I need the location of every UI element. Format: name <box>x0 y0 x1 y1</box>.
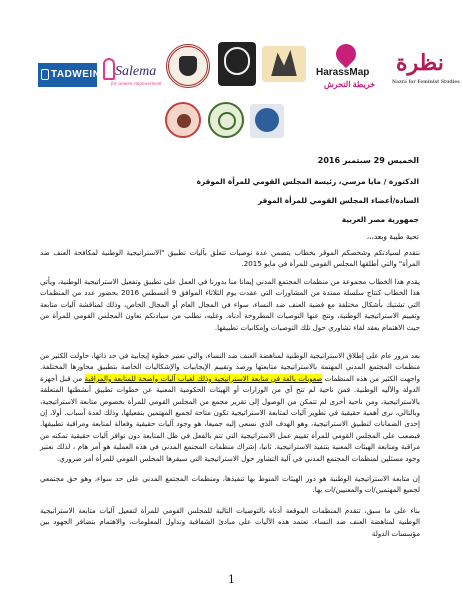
letter-country: جمهورية مصر العربية <box>341 215 419 224</box>
organization-emblem-4 <box>165 102 201 138</box>
organization-emblem-6 <box>250 104 284 138</box>
organization-emblem-3 <box>262 46 306 82</box>
paragraph-monitoring-part-1: بعد مرور عام على إطلاق الاستراتيجية الوطنية لمناهضة العنف ضد النساء، والتي تعتبر خطوة إيجابية في حد ذاتها، حاولت الكثير من منظمات المجتمع المدني المهتمة بالاستراتيجية متابعتها ورصد وتقييم الإيجابيات والإشكاليات الخاصة بتطبيق محاورها المختلفة. واجهت الكثير من هذه المنظمات <box>40 351 420 383</box>
organization-emblem-2 <box>218 42 256 86</box>
emblem-2-icon <box>224 47 250 75</box>
nazra-logo-text: نظرة <box>396 50 444 76</box>
tadwein-mark-icon <box>41 69 49 80</box>
harassmap-logo-text: HarassMap <box>316 67 370 78</box>
letter-recipient: الدكتورة / مايا مرسي، رئيسة المجلس القومي للمرأة الموقرة <box>196 177 419 186</box>
paragraph-monitoring <box>40 350 420 464</box>
paragraph-intro: نتقدم لسيادتكم وشخصكم الموقر بخطاب يتضمن عدة توصيات تتعلق بآليات تطبيق "الاستراتيجية الوطنية لمكافحة العنف ضد المرأة" والتي أطلقها المجلس القومي للمرأة في مايو 2015. <box>40 248 420 269</box>
emblem-4-icon <box>177 114 191 128</box>
letter-members: السادة/أعضاء المجلس القومي للمرأة الموقر <box>257 196 419 205</box>
partner-logos <box>38 16 460 138</box>
salema-logo <box>101 54 162 94</box>
harassmap-logo-arabic: خريطة التحرش <box>324 80 376 89</box>
tadwein-logo <box>38 63 101 87</box>
nazra-logo-subtitle: Nazra for Feminist Studies <box>392 80 460 85</box>
nazra-logo <box>388 46 460 94</box>
organization-emblem-1 <box>166 44 210 88</box>
page-number: 1 <box>228 573 235 586</box>
harassmap-logo <box>312 42 382 94</box>
paragraph-monitoring-part-2: من قبل أجهزة الدولة والآليه الوطنية. فمن ناحية لم تتح أي من الوزارات أو الهيئات الحكومية المعنية عن خطوات تطبيق أنشطتها المتعلقة بالاستراتيجية، ومن ناحية أخرى لم تتمكن من الوصول إلى تقرير مجمع من المجلس القومي للمرأة بخصوص متابعة الاستراتيجية، وبالتالي، نرى أهمية حقيقية في تطوير آليات لمتابعة الاستراتيجية تكون متاحة لجميع المهتمين بتفعيلها، وذلك لعدة أسباب. أولا، إن إحدى الضمانات لتطبيق الاستراتيجية، وهو الهدف الذي نسعى إليه جميعا، هو وجود آليات حقيقية وفعالة لمتابعة ومراقبة تطبيقها. فيصعب على المجلس القومي للمرأة تقييم عمل الاستراتيجية التي تتم بالفعل في ظل المتابعة دون توافر آليات حقيقية تمكنه من مراقبة ومتابعة الهيئات المعنية بتنفيذ الاستراتيجية. ثانيا، إشراك منظمات المجتمع المدني في هذه العملية هو أمر هام ، لذلك نعتبر وجود مسئلين لمنظمات المجتمع المدني في آلية التشاور حول الاستراتيجية التي سيقرها المجلس القومي للمرأة أمر ضروري. <box>40 373 420 463</box>
emblem-6-icon <box>255 108 279 132</box>
tadwein-logo-text: TADWEIN <box>51 69 101 80</box>
letter-greeting: تحية طيبة وبعد،،، <box>366 232 419 241</box>
paragraph-recommendations: بناء على ما سبق، تتقدم المنظمات الموقعة أدناه بالتوصيات التالية للمجلس القومي للمرأة لتفعيل آليات متابعة الاستراتيجية الوطنية لمناهضة العنف ضد النساء. تعتمد هذه الآليات على مبادئ الشفافية وتداول المعلومات، والاهتمام بتضافر الجهود بين مؤسسات الدولة <box>40 506 420 538</box>
emblem-3-icon <box>268 50 300 76</box>
salema-logo-subtitle: for women empowerment <box>111 82 162 87</box>
emblem-1-icon <box>179 56 197 76</box>
woman-figure-icon <box>103 58 115 80</box>
emblem-5-icon <box>218 112 236 130</box>
letter-date: الخميس 29 سبتمبر 2016 <box>317 156 419 165</box>
paragraph-context: يقدم هذا الخطاب مجموعة من منظمات المجتمع المدني إيمانا منا بدورنا في العمل على تطبيق وتفعيل الاستراتيجية الوطنية، ويأتي هذا الخطاب كنتاج سلسلة ممتدة من المشاورات التي عقدت يوم الثلاثاء الموافق 9 أغسطس 2016 بحضور عدد من المنظمات التي تشتبك بأشكال مختلفة مع قضية العنف ضد النساء، سواء في المجال العام أو المجال الخاص، وذلك لمناقشة آليات متابعة وتقييم الاستراتيجية الوطنية، ونتج عنها التوصيات المطروحة أدناه. وعليه، نطلب من سيادتكم تعاون المجلس القومي للمرأة من حيث الاهتمام بعقد لقاء تشاوري حول تلك التوصيات وإمكانيات تطبيقها. <box>40 277 420 332</box>
paragraph-right: إن متابعة الاستراتيجية الوطنية هو دور الهيئات المنوط بها تنفيذها، ومنظمات المجتمع المدني على حد سواء، وهو حق مجتمعي لجميع المهتمين/ات والمعنيين/ات بها. <box>40 474 420 495</box>
highlighted-statement: صعوبات بالغة في متابعة الاستراتيجية وذلك لغياب آليات واضحة للمتابعة والمراقبة <box>84 373 323 383</box>
salema-logo-text: Salema <box>115 64 157 79</box>
organization-emblem-5 <box>208 102 244 138</box>
map-pin-icon <box>332 40 360 68</box>
